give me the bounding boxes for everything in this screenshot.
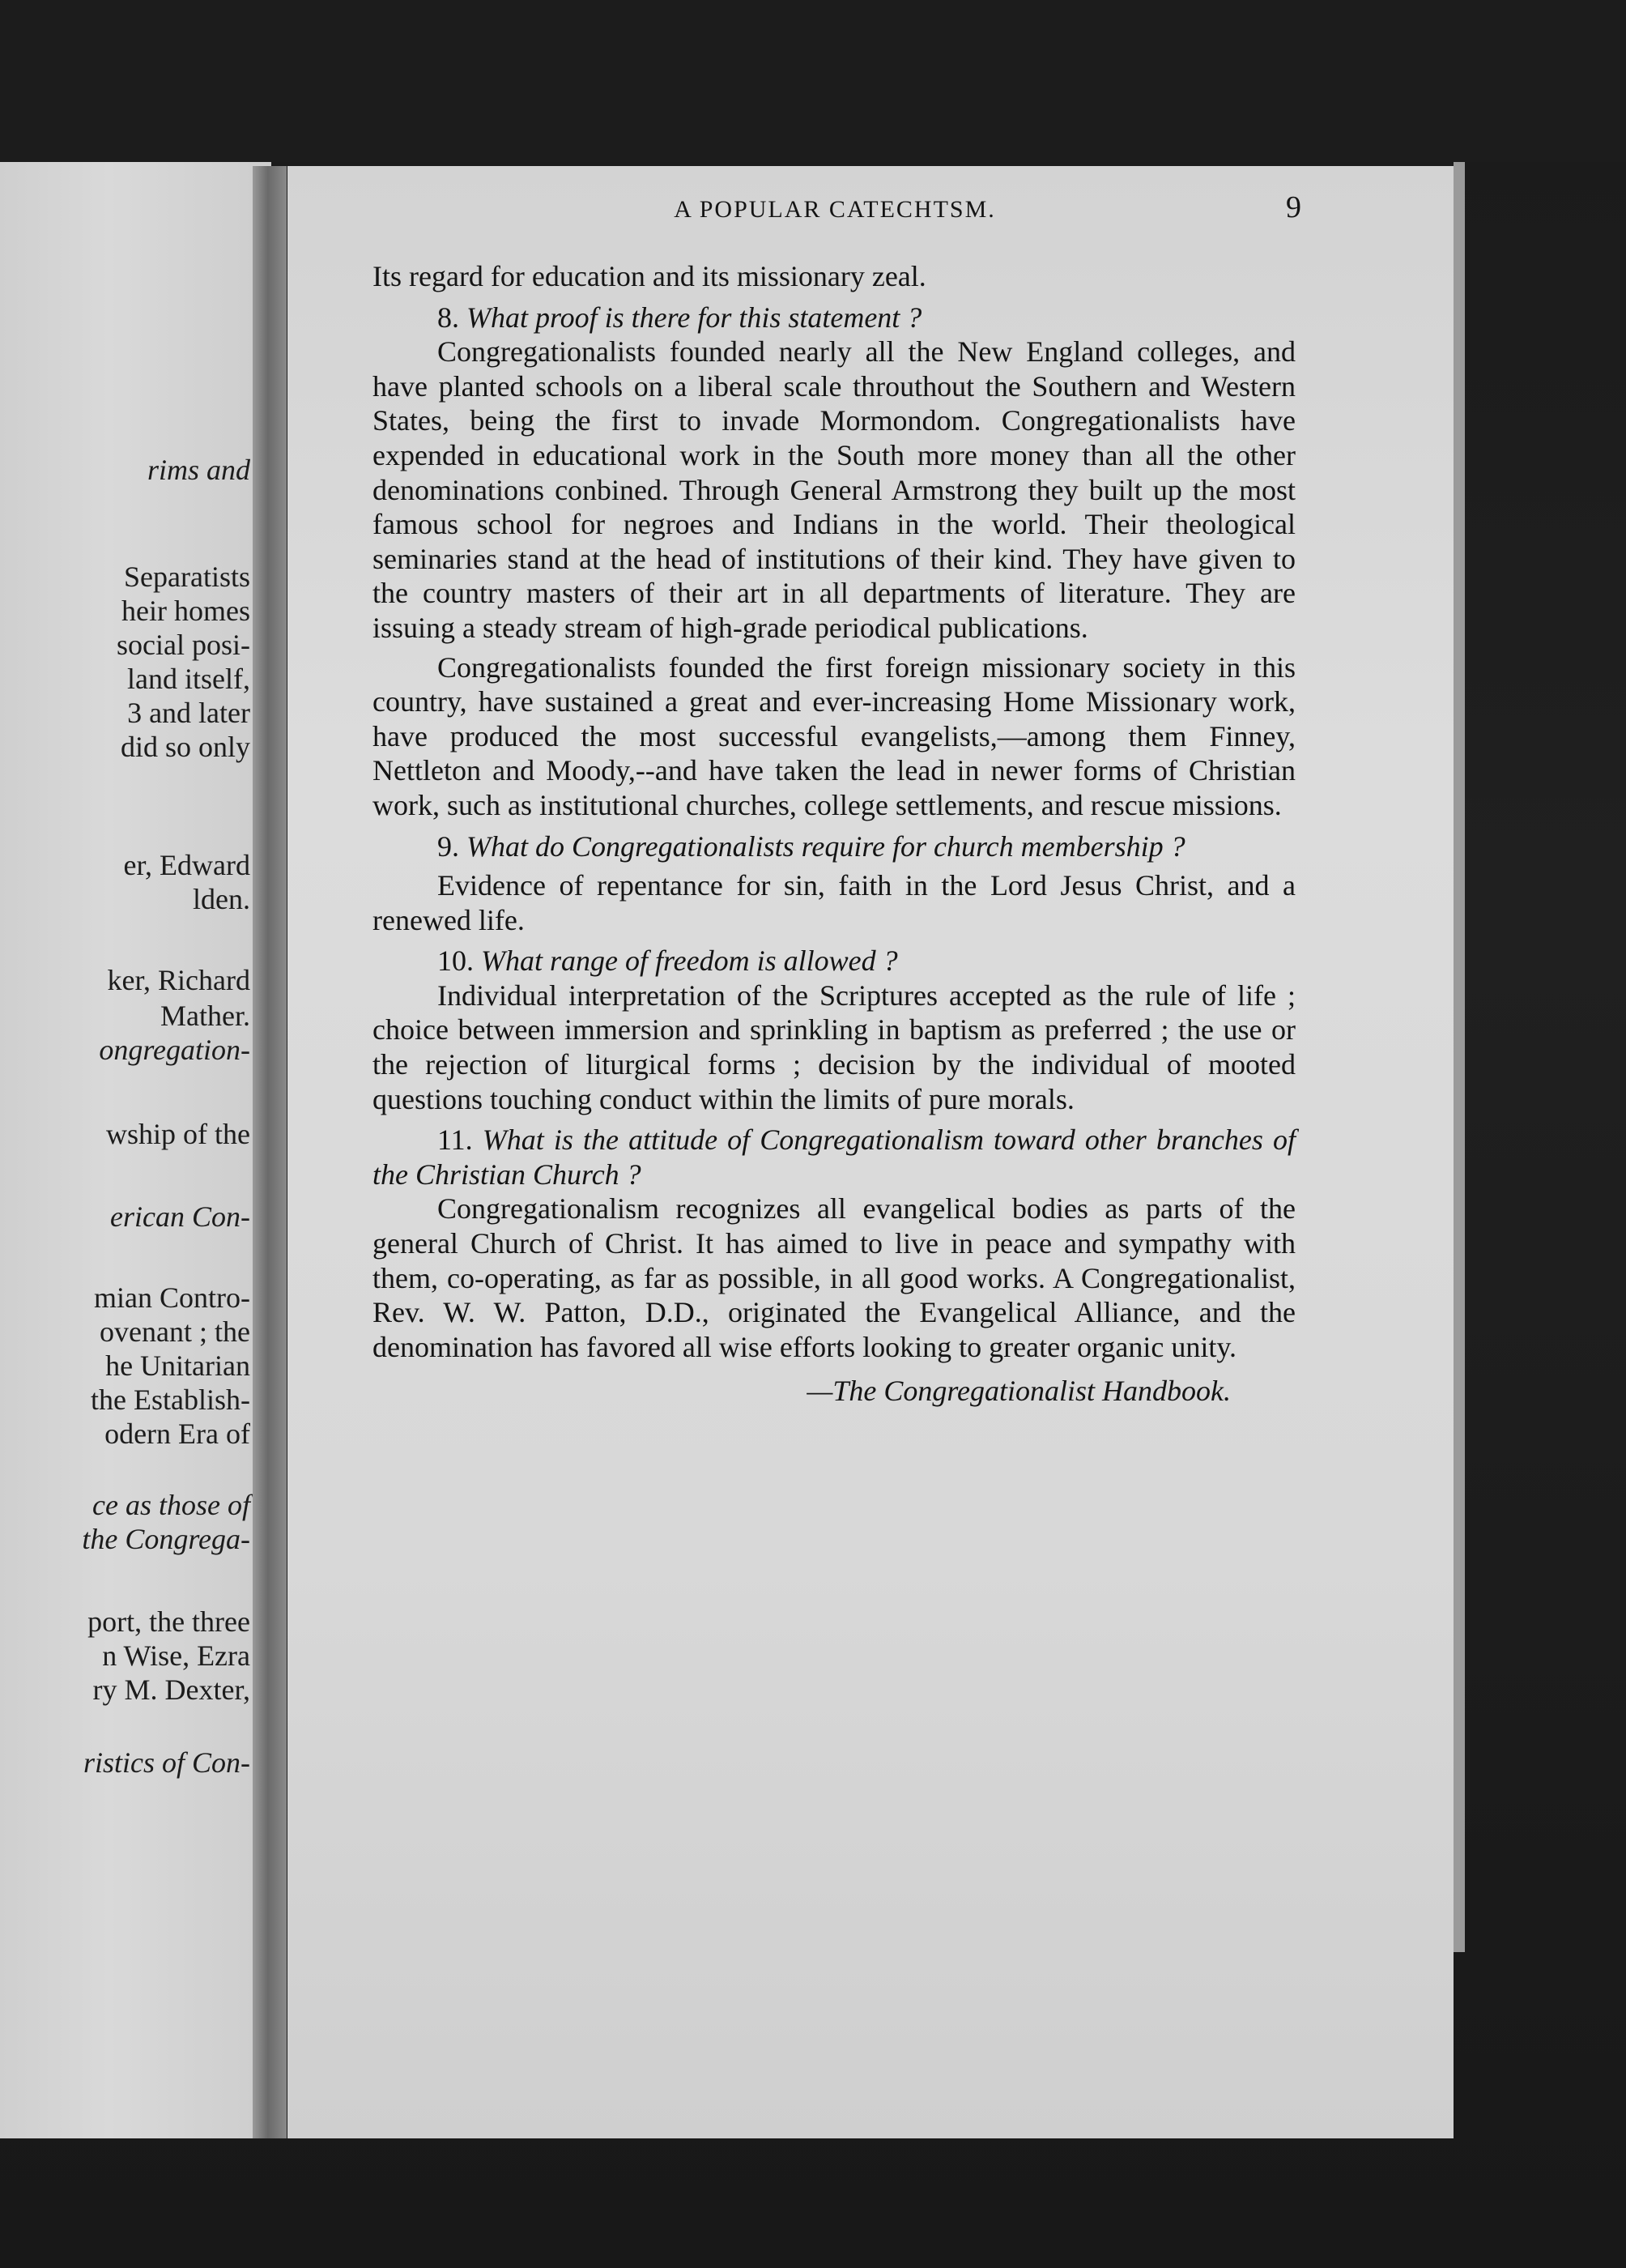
answer-11: Congregationalism recognizes all evangelical bodies as parts of the general Church of Christ. It has aimed to live in peace and sympathy with them, co-operating, as far as possible, in all good works. A Congregationalist, Rev. W. W. Patton, D.D., originated the Evangelical Alliance, and the denomination has favored all wise efforts looking to greater organic unity. <box>372 1192 1296 1363</box>
running-header <box>368 190 1301 228</box>
previous-page-line: 3 and later <box>127 697 250 729</box>
previous-page-line: lden. <box>193 883 250 915</box>
question-text: What range of freedom is allowed ? <box>481 944 898 978</box>
answer-10: Individual interpretation of the Scriptures accepted as the rule of life ; choice between immersion and sprinkling in baptism as preferred ; the use or the rejection of liturgical forms ; decision by the individual of mooted questions touching conduct within the limits of pure morals. <box>372 978 1296 1115</box>
attribution: —The Congregationalist Handbook. <box>807 1375 1231 1408</box>
previous-page-line: land itself, <box>127 663 250 695</box>
previous-page-line: did so only <box>120 731 250 763</box>
previous-page-line: ry M. Dexter, <box>92 1673 250 1706</box>
running-title: A POPULAR CATECHTSM. <box>674 196 996 223</box>
previous-page-line: ongregation- <box>99 1034 250 1066</box>
previous-page-line: erican Con- <box>110 1200 250 1233</box>
previous-page-line: port, the three <box>87 1605 250 1638</box>
previous-page-line: heir homes <box>121 595 250 627</box>
question-11 <box>372 1123 1296 1192</box>
question-number: 9. <box>437 829 459 863</box>
answer-8-paragraph-2: Congregationalists founded the first foreign missionary society in this country, have sustained a great and ever-increasing Home Missionary work, have produced the most successful evangelists,—among them Finney, Nettleton and Moody,--and have taken the lead in newer forms of Christian work, such as institutional churches, college settlements, and rescue missions. <box>372 650 1296 821</box>
previous-page-fragment <box>0 162 271 2138</box>
previous-page-line: ovenant ; the <box>100 1315 250 1348</box>
previous-page-line: the Congrega- <box>82 1523 250 1555</box>
previous-page-line: the Establish- <box>91 1383 250 1416</box>
previous-page-line: Mather. <box>160 1000 250 1032</box>
question-number: 10. <box>437 944 474 978</box>
previous-page-line: mian Contro- <box>94 1281 250 1314</box>
question-text: What do Congregationalists require for church membership ? <box>466 829 1185 863</box>
answer-9: Evidence of repentance for sin, faith in the Lord Jesus Christ, and a renewed life. <box>372 869 1296 936</box>
page-number: 9 <box>1286 190 1301 224</box>
previous-page-line: ker, Richard <box>107 964 250 996</box>
question-number: 11. <box>437 1123 473 1157</box>
previous-page-line: n Wise, Ezra <box>102 1639 250 1672</box>
question-text: What proof is there for this statement ? <box>466 301 922 334</box>
previous-page-line: rims and <box>147 454 250 486</box>
question-10 <box>372 944 1296 978</box>
book-gutter <box>253 166 287 2138</box>
previous-page-line: wship of the <box>106 1118 250 1150</box>
answer-8-paragraph-1: Congregationalists founded nearly all the New England colleges, and have planted schools on a liberal scale throuthout the Southern and Western States, being the first to invade Mormondom. Congregationalists have expended in educational work in the South more money than all the other denominations conbined. Through General Armstrong they built up the most famous school for negroes and Indians in the world. Their theological seminaries stand at the head of institutions of their kind. They have given to the country masters of their art in all departments of literature. They are issuing a steady stream of high-grade periodical publications. <box>372 335 1296 644</box>
page-edge <box>1454 162 1465 1952</box>
question-9 <box>372 829 1296 864</box>
previous-page-line: he Unitarian <box>105 1349 250 1382</box>
previous-page-line: ce as those of <box>92 1489 250 1521</box>
question-8 <box>372 301 1296 335</box>
previous-page-line: ristics of Con- <box>83 1746 250 1779</box>
previous-page-line: social posi- <box>117 629 250 661</box>
previous-page-line: odern Era of <box>104 1418 250 1450</box>
previous-page-line: Separatists <box>124 561 250 593</box>
scan-top-shadow <box>0 0 1626 162</box>
previous-page-line: er, Edward <box>123 849 250 881</box>
intro-paragraph: Its regard for education and its missionary zeal. <box>372 260 926 292</box>
question-number: 8. <box>437 301 459 334</box>
question-text: What is the attitude of Congregationalism toward other branches of the Christian Church ? <box>372 1123 1296 1191</box>
page-text <box>372 259 1296 1409</box>
